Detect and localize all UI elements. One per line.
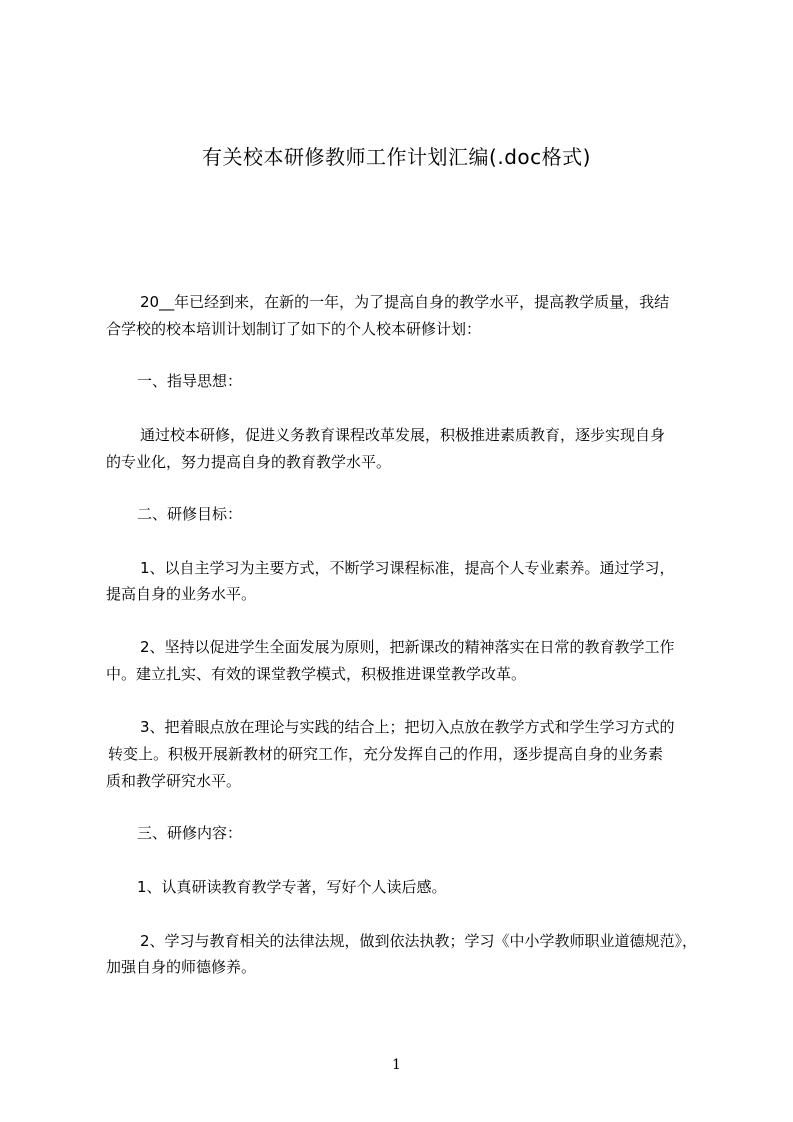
goal-3-line-2: 转变上。积极开展新教材的研究工作，充分发挥自己的作用，逐步提高自身的业务素: [108, 745, 664, 763]
goal-1-line-2: 提高自身的业务水平。: [106, 585, 257, 603]
goal-2-line-2: 中。建立扎实、有效的课堂教学模式，积极推进课堂教学改革。: [106, 665, 527, 683]
section-heading-goals: 二、研修目标：: [137, 505, 243, 523]
goal-3-line-1: 3、把着眼点放在理论与实践的结合上；把切入点放在教学方式和学生学习方式的: [140, 718, 675, 736]
goal-2-line-1: 2、坚持以促进学生全面发展为原则，把新课改的精神落实在日常的教育教学工作: [140, 638, 675, 656]
content-2-line-1: 2、学习与教育相关的法律法规，做到依法执教；学习《中小学教师职业道德规范》，: [140, 932, 698, 950]
paragraph-intro-line-1: 20__年已经到来，在新的一年，为了提高自身的教学水平，提高教学质量，我结: [140, 293, 670, 311]
section-heading-guiding-ideology: 一、指导思想：: [137, 372, 243, 390]
content-2-line-2: 加强自身的师德修养。: [106, 958, 257, 976]
content-1-line-1: 1、认真研读教育教学专著，写好个人读后感。: [137, 878, 447, 896]
goal-1-line-1: 1、以自主学习为主要方式，不断学习课程标准，提高个人专业素养。通过学习，: [140, 559, 675, 577]
page-number: 1: [392, 1057, 401, 1073]
goal-3-line-3: 质和教学研究水平。: [106, 772, 242, 790]
paragraph-guiding-line-2: 的专业化，努力提高自身的教育教学水平。: [106, 453, 392, 471]
paragraph-intro-line-2: 合学校的校本培训计划制订了如下的个人校本研修计划：: [106, 320, 482, 338]
section-heading-content: 三、研修内容：: [137, 824, 243, 842]
document-title: 有关校本研修教师工作计划汇编(.doc格式): [202, 145, 591, 169]
paragraph-guiding-line-1: 通过校本研修，促进义务教育课程改革发展，积极推进素质教育，逐步实现自身: [140, 426, 666, 444]
